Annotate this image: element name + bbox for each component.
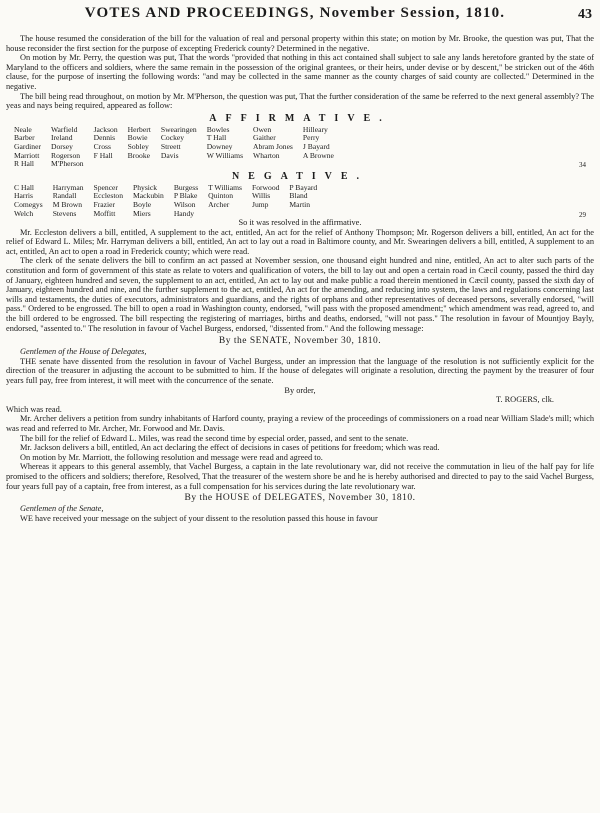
- paragraph: The house resumed the consideration of the bill for the valuation of real and personal property within this state; on motion by Mr. Brooke, the question was put, That the house reconsider the first section for the purpose of excepting Frederick county? Determined in the negative.: [6, 34, 594, 53]
- voter-name: Dorsey: [51, 141, 73, 151]
- voter-name: P Bayard: [289, 182, 318, 192]
- voter-name: [161, 160, 207, 169]
- voter-name: Harryman: [52, 182, 84, 192]
- senate-message-text: THE senate have dissented from the resolution in favour of Vachel Burgess, under an impression that the language of the resolution is not sufficiently explicit for the direction of the treasurer in adjusting the account to be submitted to him. If the house of delegates will originate a resolution, directing the payment by the treasurer of four years full pay, free from interest, it will meet with the concurrence of the senate.: [6, 356, 594, 385]
- voter-name: Randall: [52, 191, 77, 201]
- page-number: 43: [578, 7, 592, 22]
- page-header: [0, 2, 600, 32]
- voter-name: Streett: [160, 141, 181, 151]
- voter-name: Burgess: [173, 182, 199, 192]
- voter-name: Warfield: [51, 124, 78, 134]
- house-byline: By the HOUSE of DELEGATES, November 30, 1810.: [184, 493, 416, 504]
- paragraph: On motion by Mr. Perry, the question was put, That the words "provided that nothing in this act contained shall subject to sale any lands heretofore granted by the state of Maryland to the officers and soldiers, where the same remain in the possession of the original grantees, or their heirs, under devise or by descent," be stricken out of the 46th clause, for the purpose of inserting the following words: "and may be collected in the same manner as the county charges of said county are collected." Determined in the negative.: [6, 53, 594, 91]
- house-message-text: WE have received your message on the subject of your dissent to the resolution passed this house in favour: [20, 513, 378, 523]
- negative-names-table: [14, 184, 327, 218]
- voter-name: Gaither: [253, 133, 276, 143]
- voter-name: T Williams: [208, 182, 242, 192]
- signature-line: [6, 395, 594, 405]
- senate-salutation: Gentlemen of the House of Delegates,: [20, 347, 147, 357]
- voter-name: Cockey: [160, 133, 185, 143]
- voter-name: Handy: [173, 208, 195, 218]
- voter-name: Owen: [253, 124, 272, 134]
- voter-name: Gardiner: [14, 141, 41, 151]
- voter-name: Bowie: [127, 133, 148, 143]
- page-title: VOTES AND PROCEEDINGS, November Session, 1810.: [84, 5, 506, 21]
- paragraph: The clerk of the senate delivers the bill to confirm an act passed at November session, one thousand eight hundred and nine, entitled, An act to alter such parts of the constitution and form of government of this state as relate to voters and qualification of voters, the bill to lay out and open a certain road in Cæcil county, passed the third day of January, eighteen hundred and seven, the supplement to an act, entitled, An act to lay out and make public a road therein mentioned in Cæcil county, passed the sixth day of January, eighteen hundred and nine, and the further supplement to the act, entitled, An act for the amending, and reducing into system, the laws and regulations concerning last wills and testaments, the duties of executors, administrators and guardians, and the rights of orphans and other representatives of deceased persons, severally endorsed, "will pass." Ordered to be engrossed. The bill to open a road in Washington county, endorsed, "will pass with the proposed amendment;" which amendment was read, agreed to, and the bill ordered to be engrossed. The bill respecting the registering of marriages, births and deaths, endorsed, "will not pass." The resolution in favour of Mountjoy Bayly, endorsed, "assented to." The resolution in favour of Vachel Burgess, endorsed, "dissented from." And the following message:: [6, 256, 594, 333]
- voter-name: Spencer: [93, 182, 118, 192]
- voter-name: Forwood: [251, 182, 280, 192]
- voter-name: Frazier: [93, 199, 116, 209]
- voter-name: Eccleston: [93, 191, 124, 201]
- voter-name: Bland: [289, 191, 308, 201]
- voter-name: [303, 160, 344, 169]
- affirmative-votes: [6, 113, 594, 169]
- voter-name: Swearingen: [160, 124, 197, 134]
- voter-name: Willis: [251, 191, 271, 201]
- voter-name: Ireland: [51, 133, 73, 143]
- voter-name: [253, 160, 303, 169]
- voter-name: Marriott: [14, 150, 40, 160]
- voter-name: Dennis: [93, 133, 116, 143]
- voter-name: Wharton: [253, 150, 280, 160]
- negative-votes: [6, 171, 594, 218]
- voter-name: Welch: [14, 208, 34, 218]
- vote-row: [14, 210, 327, 219]
- paragraph: Mr. Jackson delivers a bill, entitled, An act declaring the effect of decisions in cases of petitions for freedom; which was read.: [20, 443, 440, 453]
- voter-name: Mackubin: [133, 191, 164, 201]
- voter-name: F Hall: [93, 150, 113, 160]
- voter-name: Wilson: [173, 199, 196, 209]
- paragraph: Which was read.: [6, 404, 62, 414]
- voter-name: Perry: [302, 133, 320, 143]
- resolution-line: So it was resolved in the affirmative.: [238, 218, 362, 228]
- voter-name: Quinton: [208, 191, 234, 201]
- paragraph: On motion by Mr. Marriott, the following resolution and message were read and agreed to.: [20, 452, 323, 462]
- paragraph: The bill being read throughout, on motion by Mr. M'Pherson, the question was put, That the further consideration of the same be referred to the next general assembly? The yeas and nays being required, appeared as follow:: [6, 91, 594, 111]
- voter-name: P Blake: [173, 191, 198, 201]
- voter-name: Jackson: [93, 124, 118, 134]
- negative-count: 29: [579, 210, 586, 219]
- voter-name: C Hall: [14, 182, 35, 192]
- senate-byline: By the SENATE, November 30, 1810.: [218, 336, 382, 347]
- voter-name: Rogerson: [51, 150, 81, 160]
- voter-name: T Hall: [206, 133, 227, 143]
- voter-name: [128, 160, 161, 169]
- page-body: [6, 34, 594, 523]
- voter-name: Barber: [14, 133, 35, 143]
- voter-name: Physick: [133, 182, 158, 192]
- voter-name: Neale: [14, 124, 32, 134]
- voter-name: [208, 210, 252, 219]
- voter-name: Boyle: [133, 199, 152, 209]
- voter-name: [207, 160, 253, 169]
- voter-name: Harris: [14, 191, 33, 201]
- voter-name: Miers: [133, 208, 151, 218]
- vote-row: [14, 160, 344, 169]
- voter-name: Herbert: [127, 124, 151, 134]
- voter-name: Hilleary: [302, 124, 328, 134]
- voter-name: Davis: [160, 150, 179, 160]
- voter-name: Stevens: [52, 208, 77, 218]
- house-salutation: Gentlemen of the Senate,: [20, 504, 104, 514]
- negative-heading: NEGATIVE.: [231, 170, 369, 182]
- voter-name: [252, 210, 289, 219]
- voter-name: R Hall: [14, 159, 35, 169]
- paragraph: Whereas it appears to this general assembly, that Vachel Burgess, a captain in the late revolutionary war, did not receive the commutation in lieu of the half pay for life promised to the officers and soldiers; therefore, Resolved, That the treasurer of the western shore be and he is hereby authorised and directed to pay to the said Vachel Burgess, four years full pay of a captain, free from interest, as a full compensation for his services during the late revolutionary war.: [6, 462, 594, 491]
- voter-name: Brooke: [127, 150, 150, 160]
- voter-name: A Browne: [302, 150, 334, 160]
- voter-name: M Brown: [52, 199, 83, 209]
- voter-name: Martin: [289, 199, 311, 209]
- voter-name: M'Pherson: [51, 159, 84, 169]
- paragraph: The bill for the relief of Edward L. Miles, was read the second time by especial order, passed, and sent to the senate.: [20, 433, 409, 443]
- by-order: By order,: [284, 385, 316, 395]
- voter-name: [94, 160, 128, 169]
- voter-name: Abram Jones: [253, 141, 293, 151]
- voter-name: Bowles: [206, 124, 230, 134]
- voter-name: J Bayard: [302, 141, 330, 151]
- voter-name: Archer: [208, 199, 230, 209]
- affirmative-heading: AFFIRMATIVE.: [209, 112, 391, 124]
- paragraph: Mr. Eccleston delivers a bill, entitled, A supplement to the act, entitled, An act for the relief of Anthony Thompson; Mr. Rogerson delivers a bill, entitled, An act for the relief of Edward L. Miles; Mr. Harryman delivers a bill, entitled, An act to lay out a road in Baltimore county, and Mr. Swearingen delivers a bill, entitled, A supplement to an act, entitled, An act to open a road in Frederick county; which were read.: [6, 227, 594, 256]
- voter-name: Downey: [206, 141, 233, 151]
- affirmative-names-table: [14, 126, 344, 169]
- paragraph: Mr. Archer delivers a petition from sundry inhabitants of Harford county, praying a review of the proceedings of commissioners on a road near William Slade's mill; which was read and referred to Mr. Archer, Mr. Forwood and Mr. Davis.: [6, 414, 594, 433]
- voter-name: Moffitt: [93, 208, 116, 218]
- voter-name: Sobley: [127, 141, 149, 151]
- voter-name: Comegys: [14, 199, 43, 209]
- voter-name: Jump: [251, 199, 269, 209]
- affirmative-count: 34: [579, 160, 586, 169]
- voter-name: Cross: [93, 141, 111, 151]
- voter-name: [289, 210, 327, 219]
- signature: T. ROGERS, clk.: [495, 395, 554, 405]
- voter-name: W Williams: [206, 150, 244, 160]
